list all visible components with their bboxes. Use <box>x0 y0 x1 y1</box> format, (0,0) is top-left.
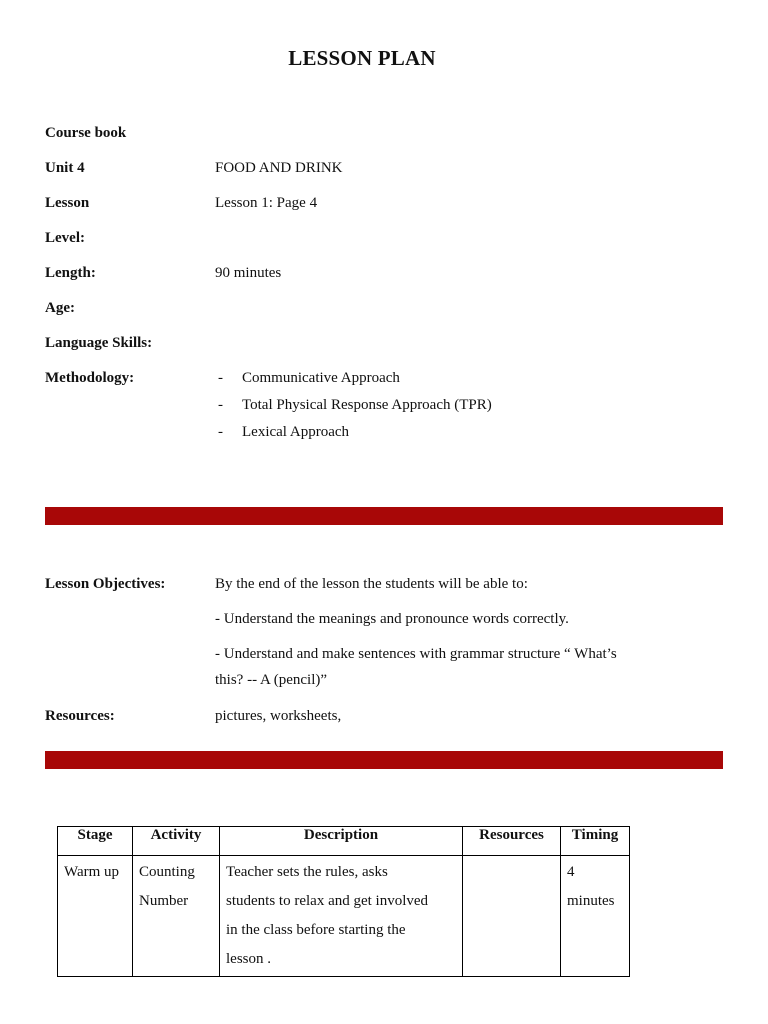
bullet-dash: - <box>218 397 223 413</box>
course-book-label: Course book <box>45 125 127 141</box>
list-item <box>218 421 492 448</box>
table-row <box>58 856 630 977</box>
cell-activity <box>133 856 220 977</box>
list-item <box>218 367 492 394</box>
cell-timing <box>561 856 630 977</box>
timing-line: 4 <box>567 864 575 880</box>
methodology-item: Total Physical Response Approach (TPR) <box>242 397 492 413</box>
objectives-label: Lesson Objectives: <box>45 576 166 592</box>
objective-item-continuation: this? -- A (pencil)” <box>215 672 328 688</box>
cell-stage <box>58 856 133 977</box>
timing-line: minutes <box>567 893 615 909</box>
language-skills-label: Language Skills: <box>45 335 153 351</box>
methodology-list <box>218 367 492 448</box>
age-label: Age: <box>45 300 75 316</box>
column-header-timing: Timing <box>561 827 630 856</box>
resources-value: pictures, worksheets, <box>215 708 342 724</box>
objectives-intro: By the end of the lesson the students will be able to: <box>215 576 528 592</box>
length-value: 90 minutes <box>215 265 282 281</box>
column-header-resources: Resources <box>463 827 561 856</box>
lesson-stages-table <box>57 826 630 977</box>
column-header-description: Description <box>220 827 463 856</box>
column-header-activity: Activity <box>133 827 220 856</box>
unit-label: Unit 4 <box>45 160 85 176</box>
bullet-dash: - <box>218 424 223 440</box>
activity-line: Counting <box>139 864 195 880</box>
description-line: in the class before starting the <box>226 922 406 938</box>
list-item <box>218 394 492 421</box>
methodology-item: Communicative Approach <box>242 370 400 386</box>
table-header-row <box>58 827 630 856</box>
description-line: students to relax and get involved <box>226 893 429 909</box>
objective-item: - Understand the meanings and pronounce words correctly. <box>215 611 569 627</box>
unit-value: FOOD AND DRINK <box>215 160 343 176</box>
column-header-stage: Stage <box>58 827 133 856</box>
objective-item: - Understand and make sentences with grammar structure “ What’s <box>215 646 617 662</box>
methodology-item: Lexical Approach <box>242 424 350 440</box>
activity-line: Number <box>139 893 189 909</box>
description-line: lesson . <box>226 951 271 967</box>
cell-description <box>220 856 463 977</box>
level-label: Level: <box>45 230 85 246</box>
stage-text: Warm up <box>64 864 120 880</box>
section-divider <box>45 507 723 525</box>
length-label: Length: <box>45 265 96 281</box>
resources-label: Resources: <box>45 708 115 724</box>
page-title: LESSON PLAN <box>288 46 436 70</box>
methodology-label: Methodology: <box>45 370 135 386</box>
description-line: Teacher sets the rules, asks <box>226 864 388 880</box>
lesson-value: Lesson 1: Page 4 <box>215 195 318 211</box>
bullet-dash: - <box>218 370 223 386</box>
section-divider <box>45 751 723 769</box>
lesson-label: Lesson <box>45 195 90 211</box>
cell-resources <box>463 856 561 977</box>
